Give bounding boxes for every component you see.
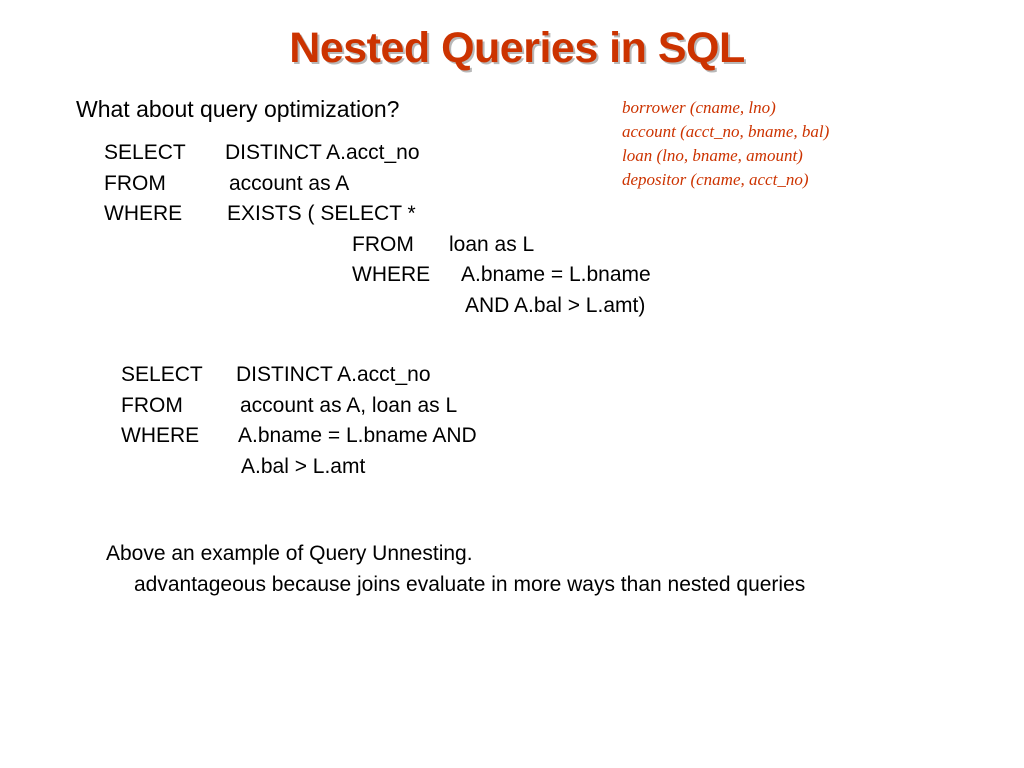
sql-clause: account as A [229,171,350,195]
schema-borrower: borrower (cname, lno) [622,98,776,117]
slide-title: Nested Queries in SQL [289,24,745,72]
sql-clause: account as A, loan as L [240,393,458,417]
note-detail: advantageous because joins evaluate in more ways than nested queries [134,573,806,596]
sql-clause: A.bname = L.bname AND [238,424,477,448]
sql-clause: EXISTS ( SELECT * [227,202,416,226]
unnesting-note [106,538,805,600]
question-text: What about query optimization? [76,96,400,122]
sql-clause: A.bal > L.amt [241,454,366,478]
sql-clause: DISTINCT A.acct_no [225,141,420,164]
sql-keyword: WHERE [121,424,200,448]
schema-list [622,96,829,192]
sql-keyword: FROM [352,232,414,256]
sql-clause: DISTINCT A.acct_no [236,363,431,386]
sql-clause: loan as L [449,232,535,256]
sql-keyword: WHERE [352,263,431,287]
schema-loan: loan (lno, bname, amount) [622,146,803,165]
schema-depositor: depositor (cname, acct_no) [622,170,809,189]
schema-account: account (acct_no, bname, bal) [622,122,830,141]
sql-keyword: SELECT [104,141,186,164]
note-heading: Above an example of Query Unnesting. [106,542,473,565]
sql-clause: A.bname = L.bname [461,263,651,287]
sql-keyword: SELECT [121,363,203,386]
sql-clause: AND A.bal > L.amt) [465,293,646,317]
sql-keyword: WHERE [104,202,183,226]
sql-keyword: FROM [104,171,166,195]
sql-keyword: FROM [121,393,183,417]
